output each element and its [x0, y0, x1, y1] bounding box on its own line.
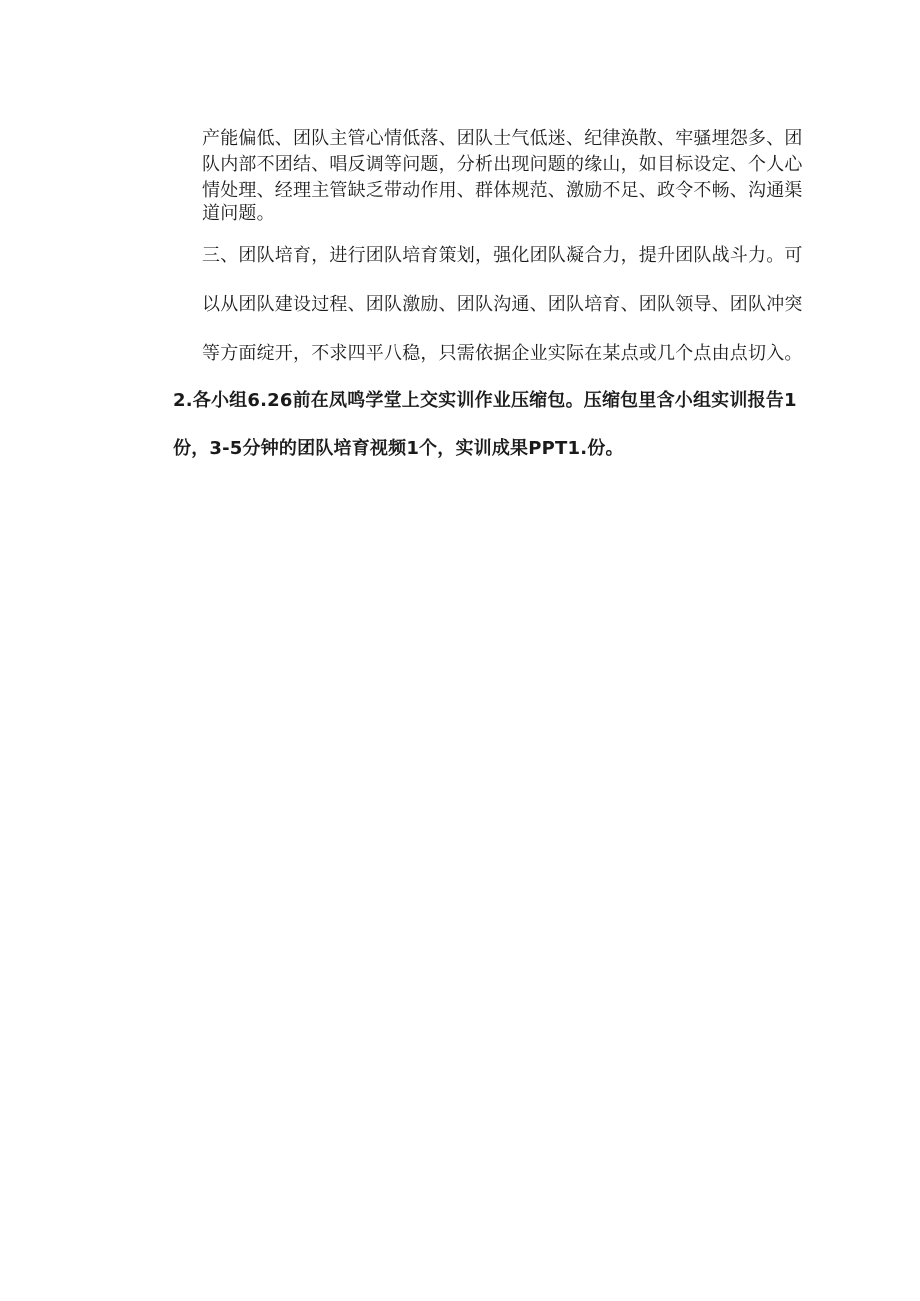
- para1-line4: 道问题。: [202, 203, 275, 224]
- item2-line1: 2.各小组6.26前在凤鸣学堂上交实训作业压缩包。压缩包里含小组实训报告1: [173, 390, 797, 411]
- para1-line3: 情处理、经理主管缺乏带动作用、群体规范、激励不足、政令不畅、沟通渠: [202, 180, 803, 201]
- para1-line2: 队内部不团结、唱反调等问题，分析出现问题的缘山，如目标设定、个人心: [202, 154, 803, 175]
- para2-line3: 等方面绽开，不求四平八稳，只需依据企业实际在某点或几个点由点切入。: [202, 343, 803, 364]
- para2-line2: 以从团队建设过程、团队激励、团队沟通、团队培育、团队领导、团队冲突: [202, 294, 803, 315]
- para1-line1: 产能偏低、团队主管心情低落、团队士气低迷、纪律涣散、牢骚埋怨多、团: [202, 128, 803, 149]
- item2-line2: 份，3-5分钟的团队培育视频1个，实训成果PPT1.份。: [173, 438, 624, 459]
- para2-line1: 三、团队培育，进行团队培育策划，强化团队凝合力，提升团队战斗力。可: [202, 245, 803, 266]
